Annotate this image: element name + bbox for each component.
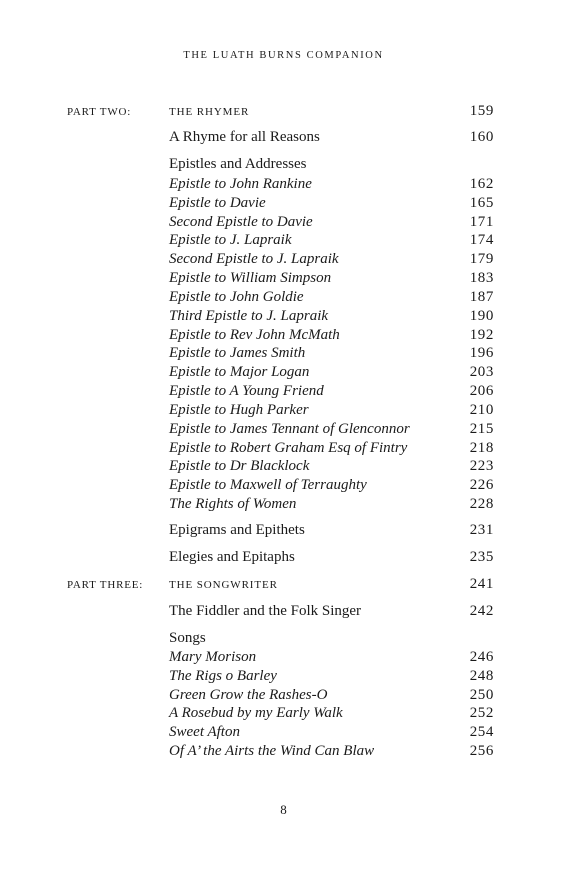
page-ref: 196 xyxy=(469,345,494,361)
page-ref: 248 xyxy=(469,668,494,684)
part-label: PART THREE: xyxy=(67,579,144,591)
song-title: Sweet Afton xyxy=(169,724,240,740)
page-ref: 179 xyxy=(469,251,494,267)
song-title: Green Grow the Rashes-O xyxy=(169,687,328,703)
page-ref: 250 xyxy=(469,687,494,703)
poem-title: Epistle to Robert Graham Esq of Fintry xyxy=(169,440,408,456)
song-title: A Rosebud by my Early Walk xyxy=(169,705,343,721)
page-ref: 246 xyxy=(469,649,494,665)
page-ref: 192 xyxy=(469,327,494,343)
poem-title: Epistle to Hugh Parker xyxy=(169,402,309,418)
poem-title: Epistle to John Goldie xyxy=(169,289,304,305)
page-ref: 174 xyxy=(469,232,494,248)
page-ref: 190 xyxy=(469,308,494,324)
page-ref: 223 xyxy=(469,458,494,474)
chapter-title: The Fiddler and the Folk Singer xyxy=(169,603,362,619)
page-ref: 187 xyxy=(469,289,494,305)
poem-title: Epistle to William Simpson xyxy=(169,270,332,286)
page-ref: 252 xyxy=(469,705,494,721)
chapter-title: Elegies and Epitaphs xyxy=(169,549,295,565)
page-ref: 218 xyxy=(469,440,494,456)
page-ref: 242 xyxy=(469,603,494,619)
poem-title: Epistle to Maxwell of Terraughty xyxy=(169,477,367,493)
page-ref: 159 xyxy=(469,103,494,119)
poem-title: The Rights of Women xyxy=(169,496,297,512)
page-ref: 171 xyxy=(469,214,494,230)
page-ref: 254 xyxy=(469,724,494,740)
poem-title: Epistle to John Rankine xyxy=(169,176,312,192)
page-number: 8 xyxy=(280,802,287,817)
page-ref: 160 xyxy=(469,129,494,145)
poem-title: Third Epistle to J. Lapraik xyxy=(169,308,329,324)
chapter-title: Epigrams and Epithets xyxy=(169,522,305,538)
page-ref: 241 xyxy=(469,576,494,592)
song-title: Mary Morison xyxy=(169,649,257,665)
page-ref: 162 xyxy=(469,176,494,192)
poem-title: Epistle to Davie xyxy=(169,195,266,211)
poem-title: Second Epistle to J. Lapraik xyxy=(169,251,339,267)
section-title: THE RHYMER xyxy=(169,106,250,118)
poem-title: Epistle to A Young Friend xyxy=(169,383,324,399)
page-ref: 206 xyxy=(469,383,494,399)
subheading: Epistles and Addresses xyxy=(169,156,307,172)
poem-title: Epistle to James Smith xyxy=(169,345,306,361)
poem-title: Epistle to J. Lapraik xyxy=(169,232,292,248)
page-ref: 228 xyxy=(469,496,494,512)
poem-title: Second Epistle to Davie xyxy=(169,214,313,230)
page-ref: 210 xyxy=(469,402,494,418)
page-ref: 203 xyxy=(469,364,494,380)
chapter-title: A Rhyme for all Reasons xyxy=(169,129,320,145)
section-title: THE SONGWRITER xyxy=(169,579,278,591)
page-ref: 183 xyxy=(469,270,494,286)
page-ref: 215 xyxy=(469,421,494,437)
song-title: Of A’ the Airts the Wind Can Blaw xyxy=(169,743,375,759)
page-ref: 231 xyxy=(469,522,494,538)
running-head: THE LUATH BURNS COMPANION xyxy=(183,50,384,61)
part-label: PART TWO: xyxy=(67,106,132,118)
song-title: The Rigs o Barley xyxy=(169,668,277,684)
page-ref: 235 xyxy=(469,549,494,565)
page-ref: 226 xyxy=(469,477,494,493)
page-ref: 165 xyxy=(469,195,494,211)
poem-title: Epistle to Dr Blacklock xyxy=(169,458,310,474)
poem-title: Epistle to Major Logan xyxy=(169,364,310,380)
page-ref: 256 xyxy=(469,743,494,759)
poem-title: Epistle to Rev John McMath xyxy=(169,327,340,343)
subheading: Songs xyxy=(169,630,206,646)
poem-title: Epistle to James Tennant of Glenconnor xyxy=(169,421,410,437)
